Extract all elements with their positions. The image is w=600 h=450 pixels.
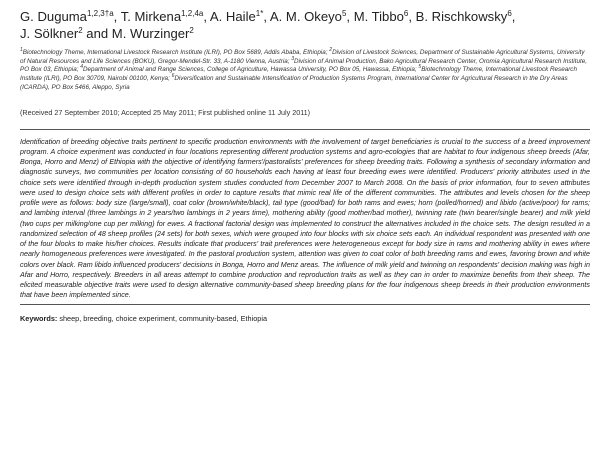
affiliations [20,49,590,93]
abstract-top-rule [20,129,590,130]
author: T. Mirkena$^{1,2,4a}$ [120,9,204,24]
author-affiliation-marker: 6 [403,9,409,18]
affiliation: Division of Animal Production, Bako Agricultural Research Center, Oromia Agricultural Research Institute, PO Box 03, Ethiopia; [20,57,587,74]
affiliation-marker: 3 [291,55,295,62]
author: M. Wurzinger$^2$ [111,26,194,41]
affiliation-marker: 6 [171,73,175,80]
affiliation-marker: 1 [20,47,23,53]
author-affiliation-marker: 1,2,3†a [86,9,114,18]
abstract: Identification of breeding objective traits pertinent to specific production environments with the involvement of target beneficiaries is crucial to the success of a breed improvement program. A choice experiment was conducted in four locations representing different production systems and agro-ecologies that are habitat to four indigenous sheep breeds (Afar, Bonga, Horro and Menz) of Ethiopia with the objective of identifying farmers'/pastoralists' preferences for sheep breeding traits. Following a synthesis of secondary information and diagnostic surveys, two communities per location consisting of 60 households each having at least four breeding ewes were identified. Producers' priority attributes used in the choice sets were identified through in-depth production system studies conducted from December 2007 to March 2008. On the basis of prior information, four to seven attributes were used to design choice sets with different profiles in order to capture results that mimic real life of the different communities. The attributes and levels chosen for the sheep profile were as follows: body size (large/small), coat color (brown/white/black), tail type (good/bad) for both rams and ewes; horn (polled/horned) and libido (active/poor) for rams; and lambing interval (three lambings in 2 years/two lambings in 2 years time), mothering ability (good mother/bad mother), twinning rate (twin bearer/single bearer) and milk yield (two cups per milking/one cup per milking) for ewes. A fractional factorial design was implemented to construct the alternatives included in the choice sets. The design resulted in a randomized selection of 48 sheep profiles (24 sets) for both sexes, which were grouped into four blocks with six choice sets each. An individual respondent was presented with one of the four blocks to make his/her choices. Results indicate that producers' trait preferences were heterogeneous except for body size in rams and mothering ability in ewes where nearly homogeneous preferences were investigated. In the pastoral production system, attention was given to coat color of both breeding rams and ewes, favoring brown and white colors over black. Ram libido influenced producers' decisions in Bonga, Horro and Menz areas. The influence of milk yield and twinning on respondents' decision making was high in Afar and Horro, respectively. Breeders in all areas attempt to combine production and reproduction traits as well as they can in order to maximize benefits from their sheep. The elicited measurable objective traits were used to design alternative community-based sheep breeding plans for the four indigenous sheep breeds in their production environments that have been implemented since. [20,137,590,300]
affiliation: Biotechnology Theme, International Livestock Research Institute (ILRI), PO Box 30709, Nairobi 00100, Kenya; [20,66,577,83]
affiliation-marker: 2 [329,47,333,53]
author: A. M. Okeyo$^5$ [269,9,347,24]
affiliation: Department of Animal and Range Sciences, College of Agriculture, Hawassa University, PO Box 05, Hawassa, Ethiopia; [83,66,419,74]
author-list: G. Duguma$^{1,2,3\dagger a}$, T. Mirkena$^{1,2,4a}$, A. Haile$^{1*}$, A. M. Okeyo$^5$, M. Tibbo$^6$, B. Rischkowsky$^6$, J. Sölkner$^2$ and M. Wurzinger$^2$ [20,9,516,41]
author: B. Rischkowsky$^6$ [415,9,512,24]
author: M. Tibbo$^6$ [353,9,409,24]
author: A. Haile$^{1*}$ [209,9,264,24]
keywords-label: Keywords: [20,313,58,323]
abstract-bottom-rule [20,304,590,305]
keywords [20,314,590,323]
paper-front-matter [20,0,590,323]
author-affiliation-marker: 1,2,4a [181,9,204,18]
keywords-text: sheep, breeding, choice experiment, community-based, Ethiopia [57,313,268,323]
author-affiliation-marker: 5 [341,9,347,18]
affiliation-marker: 5 [418,64,422,71]
author-affiliation-marker: 2 [189,26,194,35]
author-affiliation-marker: 6 [507,9,512,18]
affiliation: Diversification and Sustainable Intensification of Production Systems Program, International Center for Agricultural Research in the Dry Areas (ICARDA), PO Box 5466, Aleppo, Syria [20,75,568,91]
author-affiliation-marker: 2 [78,26,83,35]
author: G. Duguma$^{1,2,3\dagger a}$ [20,9,114,24]
affiliation-marker: 4 [80,64,83,71]
author: J. Sölkner$^2$ [20,26,83,41]
affiliation: Division of Livestock Sciences, Department of Sustainable Agricultural Systems, University of Natural Resources and Life Sciences (BOKU), Gregor-Mendel-Str. 33, A-1180 Vienna, Austria; [20,49,585,65]
affiliation: Biotechnology Theme, International Livestock Research Institute (ILRI), PO Box 5689, Addis Ababa, Ethiopia; [22,49,330,56]
author-affiliation-marker: 1* [255,9,264,18]
publication-dates: (Received 27 September 2010; Accepted 25 May 2011; First published online 11 July 2011) [20,107,311,117]
